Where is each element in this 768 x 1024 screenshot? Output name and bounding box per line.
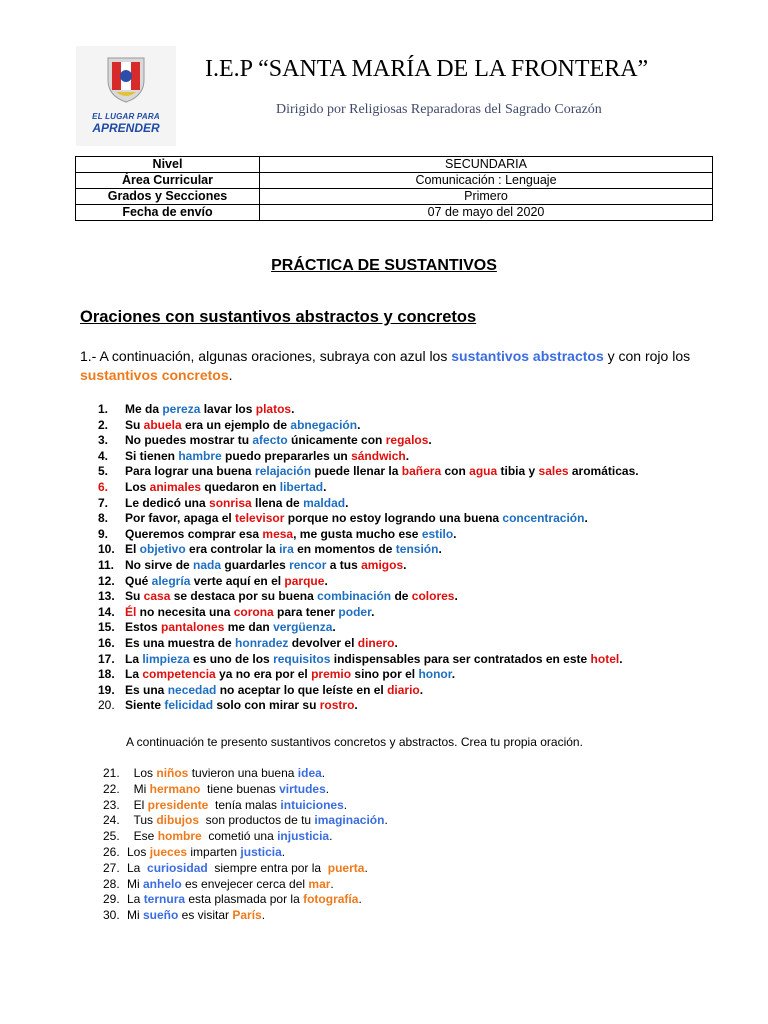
- item-number: 12.: [98, 573, 115, 588]
- sentence-list-2: [103, 766, 388, 924]
- noun-word: mar: [308, 876, 331, 891]
- logo-text-line1: EL LUGAR PARA: [92, 112, 160, 121]
- list-item: [98, 527, 639, 543]
- sentence-text: no aceptar lo que leíste en el: [216, 682, 388, 697]
- sentence-text: puedo prepararles un: [221, 448, 352, 463]
- sentence-text: .: [261, 908, 266, 923]
- sentence-text: Ese: [127, 829, 158, 844]
- noun-word: ternura: [143, 892, 186, 907]
- sentence-text: .: [419, 682, 424, 697]
- sentence-text: .: [438, 542, 442, 557]
- sentence-text: .: [354, 698, 358, 713]
- noun-word: mesa: [262, 526, 294, 541]
- list-item: [103, 782, 388, 798]
- sentence-text: La: [127, 860, 148, 875]
- noun-word: afecto: [252, 433, 288, 448]
- list-item: [98, 449, 639, 465]
- sentence-text: es uno de los: [189, 651, 274, 666]
- item-number: 27.: [103, 860, 120, 875]
- sentence-text: Queremos comprar esa: [125, 526, 263, 541]
- sentence-text: .: [403, 557, 407, 572]
- noun-word: televisor: [235, 511, 285, 526]
- sentence-text: Tus: [127, 813, 157, 828]
- list-item: [98, 698, 639, 714]
- school-title: I.E.P “SANTA MARÍA DE LA FRONTERA”: [205, 56, 649, 82]
- list-item: [98, 402, 639, 418]
- sentence-text: siempre entra por la: [207, 860, 328, 875]
- list-item: [103, 845, 388, 861]
- sentence-text: .: [584, 511, 588, 526]
- sentence-text: lavar los: [200, 402, 256, 416]
- noun-word: justicia: [240, 844, 282, 859]
- item-number: 8.: [98, 511, 109, 526]
- sentence-text: .: [364, 860, 368, 875]
- sentence-text: Qué: [125, 573, 152, 588]
- list-item: [103, 892, 388, 908]
- item-number: 1.: [98, 402, 109, 416]
- item-number: 28.: [103, 876, 120, 891]
- sentence-text: .: [451, 667, 456, 682]
- list-item: [98, 480, 639, 496]
- sentence-text: La: [125, 667, 143, 682]
- sentence-text: tibia y: [497, 464, 539, 479]
- sentence-text: tuvieron una buena: [188, 766, 298, 780]
- item-number: 10.: [98, 542, 115, 557]
- noun-word: sonrisa: [209, 495, 252, 510]
- sentence-text: .: [324, 573, 328, 588]
- sentence-text: con: [441, 464, 470, 479]
- item-number: 17.: [98, 651, 115, 666]
- item-number: 20.: [98, 698, 115, 713]
- sentence-text: son productos de tu: [199, 813, 315, 828]
- noun-word: jueces: [149, 844, 188, 859]
- noun-word: dibujos: [156, 813, 200, 828]
- sentence-text: Su: [125, 417, 144, 432]
- sentence-text: .: [325, 781, 330, 796]
- sentence-text: puede llenar la: [311, 464, 402, 479]
- list-item: [98, 605, 639, 621]
- section-title: Oraciones con sustantivos abstractos y concretos: [80, 308, 477, 326]
- sentence-text: .: [394, 635, 398, 650]
- list-item: [103, 798, 388, 814]
- item-number: 16.: [98, 635, 115, 650]
- sentence-text: .: [428, 433, 432, 448]
- noun-word: relajación: [255, 464, 312, 479]
- sentence-text: llena de: [251, 495, 304, 510]
- sentence-text: Mi: [127, 781, 150, 796]
- instruction-text: y con rojo los: [603, 348, 691, 364]
- practice-title: PRÁCTICA DE SUSTANTIVOS: [271, 257, 497, 274]
- sentence-text: .: [454, 589, 458, 604]
- sentence-text: no necesita una: [136, 604, 234, 619]
- sentence-text: Los: [127, 844, 150, 859]
- item-number: 26.: [103, 844, 120, 859]
- sentence-text: se destaca por su buena: [170, 589, 318, 604]
- sentence-text: sino por el: [351, 667, 419, 682]
- list-item: [103, 829, 388, 845]
- sentence-text: Mi: [127, 876, 143, 891]
- noun-word: regalos: [385, 433, 429, 448]
- sentence-text: Me da: [125, 402, 163, 416]
- noun-word: rostro: [319, 698, 355, 713]
- noun-word: hombre: [157, 829, 202, 844]
- school-logo: [76, 46, 176, 146]
- noun-word: vergüenza: [273, 620, 333, 635]
- sentence-text: Por favor, apaga el: [125, 511, 236, 526]
- noun-word: tensión: [395, 542, 439, 557]
- list-item: [103, 877, 388, 893]
- sentence-text: La: [127, 892, 144, 907]
- instruction: [80, 347, 720, 385]
- sentence-text: .: [619, 651, 623, 666]
- noun-word: dinero: [357, 635, 395, 650]
- logo-text-line2: APRENDER: [92, 121, 160, 135]
- noun-word: sándwich: [351, 448, 406, 463]
- sentence-text: era controlar la: [185, 542, 280, 557]
- noun-word: curiosidad: [147, 860, 208, 875]
- noun-word: colores: [411, 589, 455, 604]
- noun-word: alegría: [151, 573, 191, 588]
- info-table: [75, 156, 713, 221]
- list-item: [98, 464, 639, 480]
- sentence-text: era un ejemplo de: [181, 417, 291, 432]
- item-number: 23.: [103, 797, 120, 812]
- sentence-text: .: [332, 620, 336, 635]
- item-number: 14.: [98, 604, 115, 619]
- item-number: 6.: [98, 479, 109, 494]
- list-item: [98, 636, 639, 652]
- concrete-label: sustantivos concretos: [80, 367, 229, 383]
- noun-word: casa: [143, 589, 171, 604]
- list-item: [98, 496, 639, 512]
- info-value: Comunicación : Lenguaje: [260, 173, 713, 189]
- instruction-text: .: [228, 367, 233, 383]
- noun-word: combinación: [317, 589, 392, 604]
- sentence-text: tenía malas: [208, 797, 281, 812]
- noun-word: ira: [279, 542, 294, 557]
- sentence-text: Es una muestra de: [125, 635, 236, 650]
- noun-word: diario: [387, 682, 420, 697]
- sentence-text: solo con mirar su: [213, 698, 320, 713]
- noun-word: niños: [156, 766, 189, 780]
- table-row: [76, 205, 713, 221]
- list-item: [98, 418, 639, 434]
- instruction-2: A continuación te presento sustantivos concretos y abstractos. Crea tu propia oración.: [126, 735, 583, 749]
- list-item: [103, 766, 388, 782]
- item-number: 18.: [98, 667, 115, 682]
- sentence-text: .: [330, 876, 334, 891]
- sentence-text: verte aquí en el: [190, 573, 285, 588]
- sentence-text: .: [321, 766, 326, 780]
- noun-word: abuela: [143, 417, 182, 432]
- noun-word: limpieza: [142, 651, 190, 666]
- item-number: 11.: [98, 557, 115, 572]
- sentence-text: .: [343, 797, 348, 812]
- info-key: Nivel: [76, 157, 260, 173]
- sentence-text: de: [391, 589, 412, 604]
- item-number: 15.: [98, 620, 115, 635]
- noun-word: fotografía: [303, 892, 359, 907]
- sentence-text: .: [291, 402, 295, 416]
- sentence-text: El: [127, 797, 148, 812]
- sentence-text: es envejecer cerca del: [181, 876, 309, 891]
- noun-word: hermano: [149, 781, 201, 796]
- noun-word: sueño: [143, 908, 179, 923]
- sentence-text: Siente: [125, 698, 165, 713]
- item-number: 29.: [103, 892, 120, 907]
- noun-word: corona: [233, 604, 274, 619]
- sentence-text: a tus: [326, 557, 362, 572]
- list-item: [98, 652, 639, 668]
- sentence-text: imparten: [187, 844, 241, 859]
- sentence-text: Su: [125, 589, 144, 604]
- noun-word: pantalones: [161, 620, 225, 635]
- noun-word: estilo: [421, 526, 454, 541]
- noun-word: animales: [149, 479, 202, 494]
- noun-word: abnegación: [290, 417, 358, 432]
- noun-word: Él: [125, 604, 137, 619]
- item-number: 22.: [103, 781, 120, 796]
- list-item: [98, 433, 639, 449]
- sentence-text: porque no estoy logrando una buena: [284, 511, 503, 526]
- sentence-text: tiene buenas: [200, 781, 280, 796]
- noun-word: honor: [418, 667, 452, 682]
- sentence-text: .: [329, 829, 333, 844]
- list-item: [98, 589, 639, 605]
- noun-word: injusticia: [277, 829, 330, 844]
- noun-word: anhelo: [143, 876, 182, 891]
- noun-word: París: [232, 908, 262, 923]
- sentence-text: .: [384, 813, 388, 828]
- noun-word: sales: [538, 464, 569, 479]
- abstract-label: sustantivos abstractos: [451, 348, 604, 364]
- noun-word: hotel: [590, 651, 620, 666]
- sentence-text: .: [371, 604, 375, 619]
- sentence-text: .: [357, 417, 361, 432]
- noun-word: poder: [338, 604, 372, 619]
- info-value: SECUNDARIA: [260, 157, 713, 173]
- noun-word: bañera: [401, 464, 442, 479]
- info-value: Primero: [260, 189, 713, 205]
- sentence-text: .: [323, 479, 327, 494]
- noun-word: libertad: [279, 479, 324, 494]
- noun-word: hambre: [178, 448, 222, 463]
- sentence-text: quedaron en: [201, 479, 280, 494]
- list-item: [98, 683, 639, 699]
- sentence-text: Estos: [125, 620, 162, 635]
- list-item: [98, 667, 639, 683]
- item-number: 4.: [98, 448, 109, 463]
- sentence-text: Los: [127, 766, 157, 780]
- sentence-text: únicamente con: [287, 433, 386, 448]
- sentence-text: Es una: [125, 682, 168, 697]
- noun-word: imaginación: [314, 813, 385, 828]
- noun-word: requisitos: [273, 651, 331, 666]
- sentence-text: para tener: [273, 604, 339, 619]
- list-item: [98, 542, 639, 558]
- sentence-text: .: [345, 495, 349, 510]
- info-key: Fecha de envío: [76, 205, 260, 221]
- noun-word: idea: [297, 766, 322, 780]
- noun-word: intuiciones: [280, 797, 344, 812]
- sentence-text: El: [125, 542, 140, 557]
- table-row: [76, 157, 713, 173]
- item-number: 24.: [103, 813, 120, 828]
- list-item: [98, 574, 639, 590]
- list-item: [103, 813, 388, 829]
- sentence-text: No puedes mostrar tu: [125, 433, 253, 448]
- sentence-text: ya no era por el: [215, 667, 312, 682]
- sentence-text: Los: [125, 479, 150, 494]
- item-number: 7.: [98, 495, 109, 510]
- info-key: Grados y Secciones: [76, 189, 260, 205]
- item-number: 19.: [98, 682, 115, 697]
- sentence-text: devolver el: [288, 635, 358, 650]
- sentence-text: .: [453, 526, 457, 541]
- sentence-text: cometió una: [201, 829, 278, 844]
- item-number: 5.: [98, 464, 109, 479]
- sentence-text: Le dedicó una: [125, 495, 210, 510]
- item-number: 25.: [103, 829, 120, 844]
- noun-word: pereza: [162, 402, 201, 416]
- noun-word: presidente: [147, 797, 209, 812]
- sentence-text: .: [405, 448, 410, 463]
- sentence-text: La: [125, 651, 143, 666]
- sentence-text: en momentos de: [293, 542, 396, 557]
- sentence-text: Si tienen: [125, 448, 179, 463]
- school-subtitle: Dirigido por Religiosas Reparadoras del Sagrado Corazón: [276, 102, 602, 117]
- noun-word: necedad: [167, 682, 217, 697]
- sentence-text: guardarles: [221, 557, 290, 572]
- noun-word: parque: [284, 573, 325, 588]
- sentence-text: .: [358, 892, 362, 907]
- sentence-list: [98, 402, 639, 714]
- noun-word: competencia: [142, 667, 216, 682]
- item-number: 21.: [103, 766, 120, 780]
- noun-word: maldad: [303, 495, 346, 510]
- sentence-text: No sirve de: [125, 557, 194, 572]
- info-key: Área Curricular: [76, 173, 260, 189]
- noun-word: puerta: [327, 860, 365, 875]
- noun-word: rencor: [289, 557, 327, 572]
- list-item: [98, 511, 639, 527]
- noun-word: objetivo: [139, 542, 186, 557]
- sentence-text: esta plasmada por la: [185, 892, 304, 907]
- item-number: 3.: [98, 433, 109, 448]
- item-number: 2.: [98, 417, 109, 432]
- noun-word: honradez: [235, 635, 289, 650]
- sentence-text: aromáticas.: [568, 464, 639, 479]
- noun-word: nada: [193, 557, 222, 572]
- noun-word: agua: [469, 464, 498, 479]
- shield-icon: [104, 54, 148, 104]
- list-item: [98, 620, 639, 636]
- instruction-text: 1.- A continuación, algunas oraciones, subraya con azul los: [80, 348, 452, 364]
- list-item: [103, 861, 388, 877]
- info-value: 07 de mayo del 2020: [260, 205, 713, 221]
- sentence-text: .: [281, 844, 286, 859]
- noun-word: concentración: [502, 511, 585, 526]
- list-item: [98, 558, 639, 574]
- noun-word: amigos: [361, 557, 404, 572]
- sentence-text: Para lograr una buena: [125, 464, 256, 479]
- table-row: [76, 173, 713, 189]
- item-number: 30.: [103, 908, 120, 923]
- noun-word: felicidad: [164, 698, 214, 713]
- sentence-text: es visitar: [178, 908, 233, 923]
- item-number: 9.: [98, 526, 109, 541]
- sentence-text: , me gusta mucho ese: [293, 526, 422, 541]
- list-item: [103, 908, 388, 924]
- noun-word: virtudes: [279, 781, 326, 796]
- sentence-text: Mi: [127, 908, 143, 923]
- item-number: 13.: [98, 589, 115, 604]
- sentence-text: me dan: [224, 620, 274, 635]
- table-row: [76, 189, 713, 205]
- noun-word: premio: [311, 667, 352, 682]
- sentence-text: indispensables para ser contratados en este: [330, 651, 591, 666]
- noun-word: platos: [255, 402, 292, 416]
